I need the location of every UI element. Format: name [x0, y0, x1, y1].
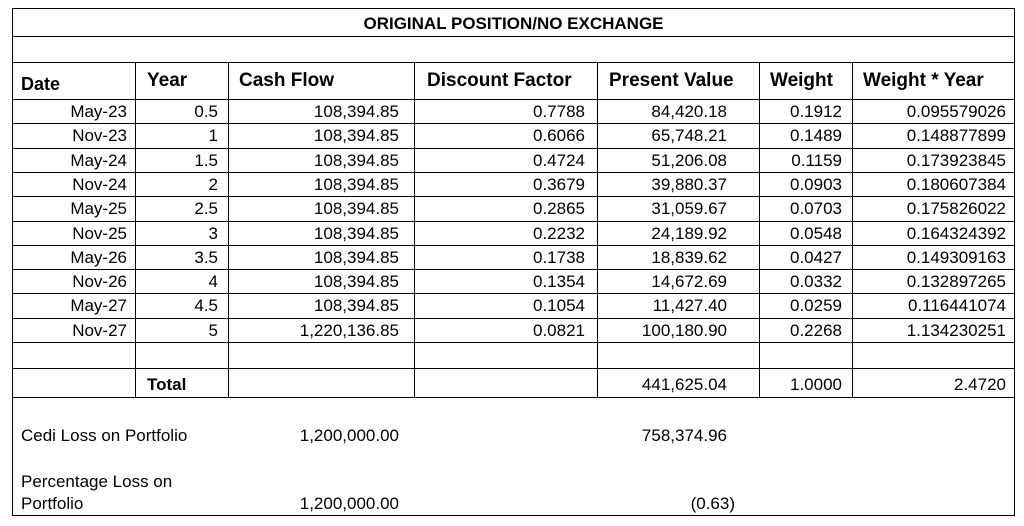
cell-year: 5	[208, 320, 218, 340]
header-present-value: Present Value	[609, 70, 734, 91]
cell-year: 4	[208, 272, 218, 292]
cell-weight-year: 0.173923845	[906, 150, 1006, 170]
row-line	[13, 196, 1014, 197]
header-cash-flow: Cash Flow	[239, 70, 335, 91]
cell-weight: 0.1489	[790, 126, 842, 146]
cell-discount-factor: 0.1354	[533, 272, 585, 292]
cell-present-value: 24,189.92	[651, 223, 727, 243]
cell-present-value: 65,748.21	[651, 126, 727, 146]
cell-cash-flow: 108,394.85	[313, 102, 399, 121]
cell-date: Nov-26	[72, 272, 127, 292]
cell-weight: 0.0259	[790, 296, 842, 316]
total-present-value: 441,625.04	[641, 375, 727, 394]
total-weight: 1.0000	[790, 375, 842, 394]
cell-discount-factor: 0.7788	[533, 102, 585, 121]
header-discount-factor: Discount Factor	[427, 70, 572, 91]
grid-line	[13, 36, 1014, 37]
grid-line	[13, 99, 1014, 100]
cell-weight-year: 0.175826022	[906, 199, 1006, 219]
cell-discount-factor: 0.4724	[533, 150, 585, 170]
row-line	[13, 318, 1014, 319]
cell-year: 1.5	[194, 150, 218, 170]
spreadsheet	[12, 8, 1015, 516]
cell-cash-flow: 108,394.85	[313, 272, 399, 292]
cell-discount-factor: 0.0821	[533, 320, 585, 340]
grid-line	[13, 62, 1014, 63]
cell-weight-year: 0.164324392	[906, 223, 1006, 243]
cell-discount-factor: 0.2232	[533, 223, 585, 243]
cell-weight: 0.1159	[791, 150, 842, 170]
cell-present-value: 100,180.90	[641, 320, 727, 340]
percentage-loss-label-line2: Portfolio	[21, 494, 84, 513]
cell-date: May-25	[70, 199, 127, 219]
cell-year: 4.5	[194, 296, 218, 316]
total-label: Total	[147, 375, 187, 394]
cell-present-value: 31,059.67	[651, 199, 727, 219]
cedi-loss-amount: 1,200,000.00	[299, 426, 399, 445]
cell-year: 3	[208, 223, 218, 243]
sheet-title: ORIGINAL POSITION/NO EXCHANGE	[363, 14, 664, 33]
header-year: Year	[147, 70, 188, 91]
cedi-loss-label: Cedi Loss on Portfolio	[21, 426, 188, 445]
cell-discount-factor: 0.1738	[533, 247, 585, 267]
percentage-loss-value: (0.63)	[690, 494, 735, 513]
cell-cash-flow: 108,394.85	[313, 150, 399, 170]
row-line	[13, 269, 1014, 270]
percentage-loss-amount: 1,200,000.00	[299, 494, 399, 513]
cell-weight: 0.0903	[790, 174, 842, 194]
cell-date: May-23	[70, 102, 127, 121]
cell-discount-factor: 0.1054	[533, 296, 585, 316]
cedi-loss-value: 758,374.96	[641, 426, 727, 445]
cell-year: 2	[208, 174, 218, 194]
row-line	[13, 123, 1014, 124]
row-line	[13, 221, 1014, 222]
cell-cash-flow: 1,220,136.85	[299, 320, 399, 340]
header-weight-year: Weight * Year	[863, 70, 984, 91]
cell-weight-year: 0.132897265	[906, 272, 1006, 292]
grid-line	[13, 397, 1014, 398]
cell-cash-flow: 108,394.85	[313, 174, 399, 194]
row-line	[13, 148, 1014, 149]
cell-weight-year: 0.180607384	[906, 174, 1006, 194]
cell-weight-year: 0.095579026	[906, 102, 1006, 121]
cell-present-value: 18,839.62	[651, 247, 727, 267]
cell-present-value: 84,420.18	[651, 102, 727, 121]
cell-weight: 0.0703	[790, 199, 842, 219]
cell-discount-factor: 0.6066	[533, 126, 585, 146]
row-line	[13, 293, 1014, 294]
cell-date: May-24	[70, 150, 127, 170]
cell-year: 2.5	[194, 199, 218, 219]
cell-year: 3.5	[194, 247, 218, 267]
cell-present-value: 51,206.08	[651, 150, 727, 170]
row-line	[13, 245, 1014, 246]
cell-weight-year: 0.149309163	[906, 247, 1006, 267]
cell-discount-factor: 0.2865	[533, 199, 585, 219]
cell-date: Nov-27	[72, 320, 127, 340]
cell-cash-flow: 108,394.85	[313, 199, 399, 219]
grid-line	[13, 368, 1014, 369]
cell-date: May-26	[70, 247, 127, 267]
header-date: Date	[21, 74, 61, 94]
cell-weight: 0.0332	[790, 272, 842, 292]
cell-weight-year: 0.148877899	[906, 126, 1006, 146]
cell-cash-flow: 108,394.85	[313, 126, 399, 146]
cell-present-value: 39,880.37	[651, 174, 727, 194]
cell-date: Nov-23	[72, 126, 127, 146]
cell-weight: 0.0427	[790, 247, 842, 267]
cell-date: Nov-24	[72, 174, 127, 194]
cell-weight-year: 0.116441074	[907, 296, 1006, 316]
cell-cash-flow: 108,394.85	[313, 296, 399, 316]
grid-line	[13, 342, 1014, 343]
cell-discount-factor: 0.3679	[533, 174, 585, 194]
cell-year: 0.5	[194, 102, 218, 121]
cell-weight: 0.0548	[790, 223, 842, 243]
header-weight: Weight	[770, 70, 833, 91]
cell-weight: 0.2268	[790, 320, 842, 340]
cell-present-value: 14,672.69	[651, 272, 727, 292]
total-weight-year: 2.4720	[954, 375, 1006, 394]
cell-year: 1	[208, 126, 218, 146]
cell-weight: 0.1912	[790, 102, 842, 121]
row-line	[13, 172, 1014, 173]
cell-weight-year: 1.134230251	[906, 320, 1006, 340]
column-line	[597, 62, 598, 397]
cell-date: Nov-25	[72, 223, 127, 243]
cell-date: May-27	[70, 296, 127, 316]
percentage-loss-label-line1: Percentage Loss on	[21, 472, 173, 491]
cell-present-value: 11,427.40	[652, 296, 727, 316]
cell-cash-flow: 108,394.85	[313, 223, 399, 243]
cell-cash-flow: 108,394.85	[313, 247, 399, 267]
